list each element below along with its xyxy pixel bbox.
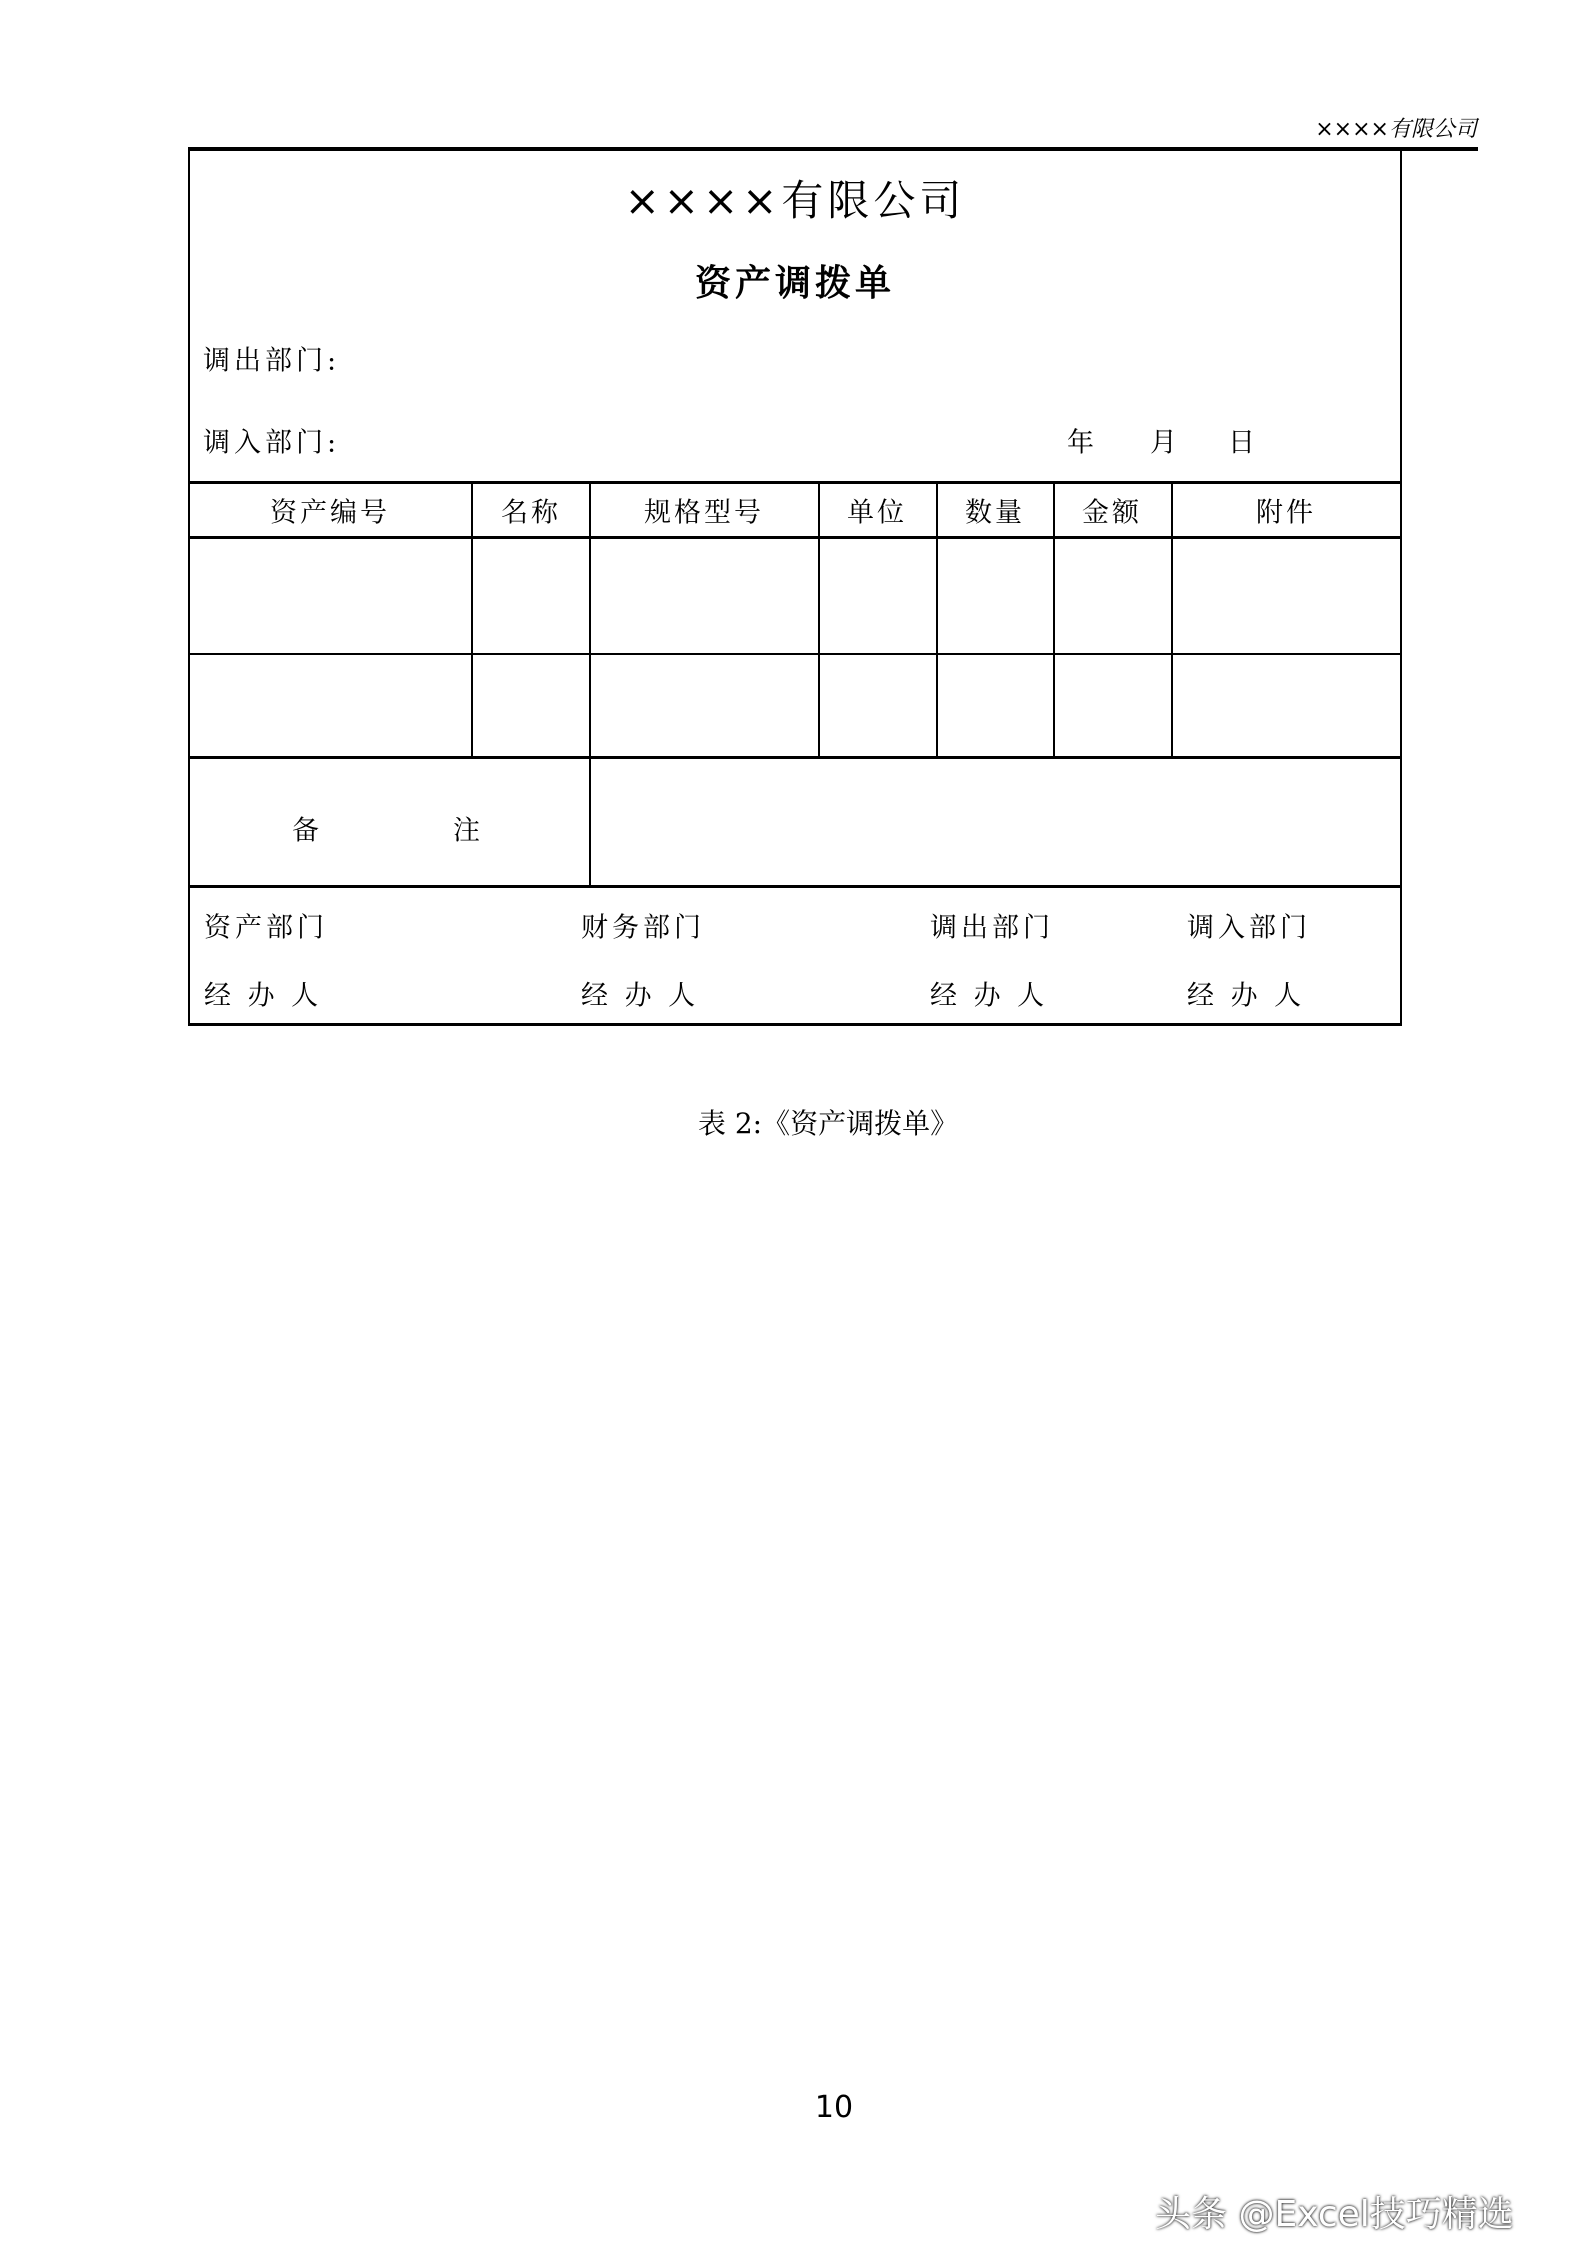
col-header-attachment: 附件 <box>1256 497 1316 529</box>
running-header: ××××有限公司 <box>1315 117 1477 142</box>
company-name: ××××有限公司 <box>624 176 966 225</box>
sign-handler-finance: 经 办 人 <box>581 980 700 1012</box>
rule-header-bottom <box>188 536 1402 539</box>
sign-handler-out: 经 办 人 <box>930 980 1049 1012</box>
in-dept-label: 调入部门: <box>203 427 341 459</box>
header-rule <box>188 147 1478 151</box>
col-header-amount: 金额 <box>1082 497 1142 529</box>
form-border-left <box>188 149 190 1026</box>
table-caption: 表 2:《资产调拨单》 <box>697 1107 959 1140</box>
out-dept-label: 调出部门: <box>203 345 341 377</box>
rule-row2 <box>188 756 1402 759</box>
date-day: 日 <box>1228 427 1258 459</box>
remarks-label-2: 注 <box>453 815 483 847</box>
rule-header-top <box>188 481 1402 484</box>
rule-bottom <box>188 1023 1402 1026</box>
rule-remarks <box>188 885 1402 888</box>
col-divider <box>1053 482 1055 758</box>
page-number: 10 <box>814 2090 854 2125</box>
sign-handler-in: 经 办 人 <box>1187 980 1306 1012</box>
date-month: 月 <box>1150 427 1180 459</box>
col-divider <box>818 482 820 758</box>
col-divider <box>471 482 473 758</box>
col-header-spec: 规格型号 <box>644 497 764 529</box>
rule-row1 <box>188 653 1402 655</box>
col-divider <box>936 482 938 758</box>
sign-dept-in: 调入部门 <box>1187 912 1311 944</box>
col-header-asset-no: 资产编号 <box>270 497 390 529</box>
watermark: 头条 @Excel技巧精选 <box>1155 2194 1514 2235</box>
sign-handler-asset: 经 办 人 <box>204 980 323 1012</box>
sign-dept-out: 调出部门 <box>930 912 1054 944</box>
sign-dept-finance: 财务部门 <box>581 912 705 944</box>
col-header-name: 名称 <box>501 497 561 529</box>
col-header-unit: 单位 <box>847 497 907 529</box>
col-divider <box>1171 482 1173 758</box>
date-year: 年 <box>1067 427 1097 459</box>
col-divider <box>589 482 591 887</box>
remarks-label-1: 备 <box>292 815 322 847</box>
form-title: 资产调拨单 <box>694 262 896 304</box>
col-header-qty: 数量 <box>965 497 1025 529</box>
sign-dept-asset: 资产部门 <box>204 912 328 944</box>
form-border-right <box>1400 149 1402 1026</box>
